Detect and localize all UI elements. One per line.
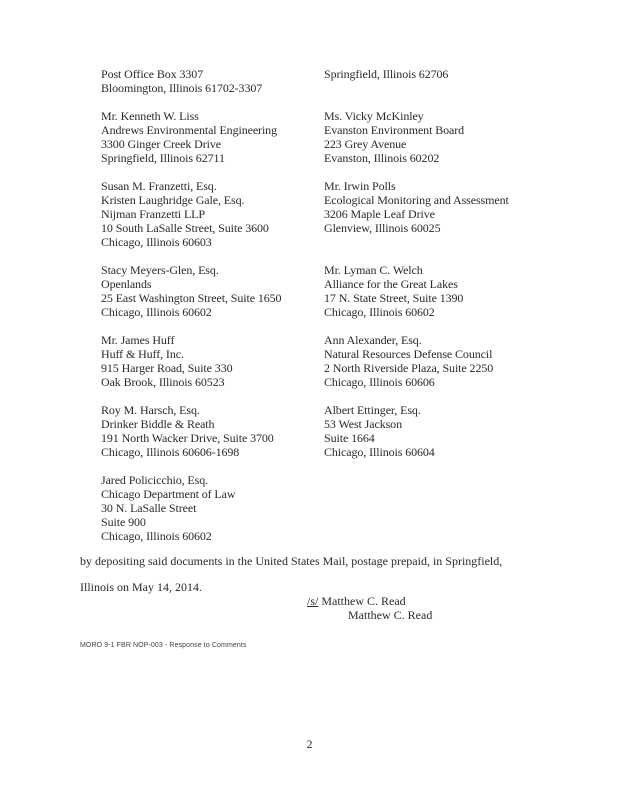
- signatory-name: Matthew C. Read: [348, 608, 433, 622]
- address-line: Nijman Franzetti LLP: [101, 207, 205, 221]
- address-block-left-1: [101, 67, 262, 95]
- address-line: Chicago, Illinois 60602: [101, 529, 212, 543]
- signature-slash-mark: /s/: [307, 594, 319, 608]
- address-line: 10 South LaSalle Street, Suite 3600: [101, 221, 269, 235]
- address-line: Andrews Environmental Engineering: [101, 123, 277, 137]
- address-line: Mr. Lyman C. Welch: [324, 263, 423, 277]
- address-line: Springfield, Illinois 62706: [324, 67, 449, 81]
- address-line: Natural Resources Defense Council: [324, 347, 493, 361]
- address-block-right-3: [324, 179, 509, 235]
- address-line: Glenview, Illinois 60025: [324, 221, 441, 235]
- address-line: 17 N. State Street, Suite 1390: [324, 291, 464, 305]
- address-line: 53 West Jackson: [324, 417, 402, 431]
- address-block-left-7: [101, 473, 235, 543]
- address-block-right-1: [324, 67, 448, 81]
- address-line: Susan M. Franzetti, Esq.: [101, 179, 217, 193]
- address-line: Bloomington, Illinois 61702-3307: [101, 81, 263, 95]
- address-line: Openlands: [101, 277, 152, 291]
- address-line: Suite 900: [101, 515, 146, 529]
- address-line: Albert Ettinger, Esq.: [324, 403, 421, 417]
- address-block-left-6: [101, 403, 274, 459]
- address-line: 191 North Wacker Drive, Suite 3700: [101, 431, 274, 445]
- address-block-left-4: [101, 263, 281, 319]
- address-line: Mr. Irwin Polls: [324, 179, 396, 193]
- address-block-right-4: [324, 263, 463, 319]
- address-line: Kristen Laughridge Gale, Esq.: [101, 193, 245, 207]
- closing-line-2: Illinois on May 14, 2014.: [80, 580, 202, 594]
- address-line: Evanston, Illinois 60202: [324, 151, 440, 165]
- address-line: Chicago, Illinois 60603: [101, 235, 212, 249]
- address-line: 915 Harger Road, Suite 330: [101, 361, 233, 375]
- signature-slash-name: Matthew C. Read: [318, 594, 406, 608]
- address-line: Post Office Box 3307: [101, 67, 204, 81]
- address-line: Chicago Department of Law: [101, 487, 236, 501]
- address-line: Roy M. Harsch, Esq.: [101, 403, 200, 417]
- address-line: Jared Policicchio, Esq.: [101, 473, 209, 487]
- address-line: Stacy Meyers-Glen, Esq.: [101, 263, 219, 277]
- address-line: Chicago, Illinois 60606-1698: [101, 445, 240, 459]
- address-block-left-3: [101, 179, 269, 249]
- page-number: 2: [306, 737, 313, 751]
- address-line: Chicago, Illinois 60606: [324, 375, 435, 389]
- address-line: Suite 1664: [324, 431, 375, 445]
- address-block-left-2: [101, 109, 277, 165]
- address-line: Ecological Monitoring and Assessment: [324, 193, 509, 207]
- address-line: Drinker Biddle & Reath: [101, 417, 215, 431]
- address-line: Oak Brook, Illinois 60523: [101, 375, 225, 389]
- address-line: Ms. Vicky McKinley: [324, 109, 424, 123]
- address-line: 2 North Riverside Plaza, Suite 2250: [324, 361, 494, 375]
- address-line: Springfield, Illinois 62711: [101, 151, 225, 165]
- address-line: Mr. Kenneth W. Liss: [101, 109, 199, 123]
- address-block-left-5: [101, 333, 233, 389]
- address-line: Chicago, Illinois 60604: [324, 445, 435, 459]
- address-line: 3206 Maple Leaf Drive: [324, 207, 435, 221]
- address-line: Chicago, Illinois 60602: [101, 305, 212, 319]
- electronic-signature: [307, 594, 406, 608]
- address-line: Ann Alexander, Esq.: [324, 333, 422, 347]
- address-block-right-2: [324, 109, 464, 165]
- address-line: 30 N. LaSalle Street: [101, 501, 197, 515]
- address-line: 3300 Ginger Creek Drive: [101, 137, 221, 151]
- address-block-right-5: [324, 333, 493, 389]
- document-footer: MORO 9-1 FBR NOP-003 - Response to Comments: [80, 642, 247, 649]
- address-line: Mr. James Huff: [101, 333, 175, 347]
- address-line: 25 East Washington Street, Suite 1650: [101, 291, 282, 305]
- address-line: 223 Grey Avenue: [324, 137, 407, 151]
- address-line: Huff & Huff, Inc.: [101, 347, 184, 361]
- closing-line-1: by depositing said documents in the United States Mail, postage prepaid, in Springfield,: [80, 554, 503, 568]
- address-line: Evanston Environment Board: [324, 123, 465, 137]
- address-line: Alliance for the Great Lakes: [324, 277, 458, 291]
- address-line: Chicago, Illinois 60602: [324, 305, 435, 319]
- address-block-right-6: [324, 403, 435, 459]
